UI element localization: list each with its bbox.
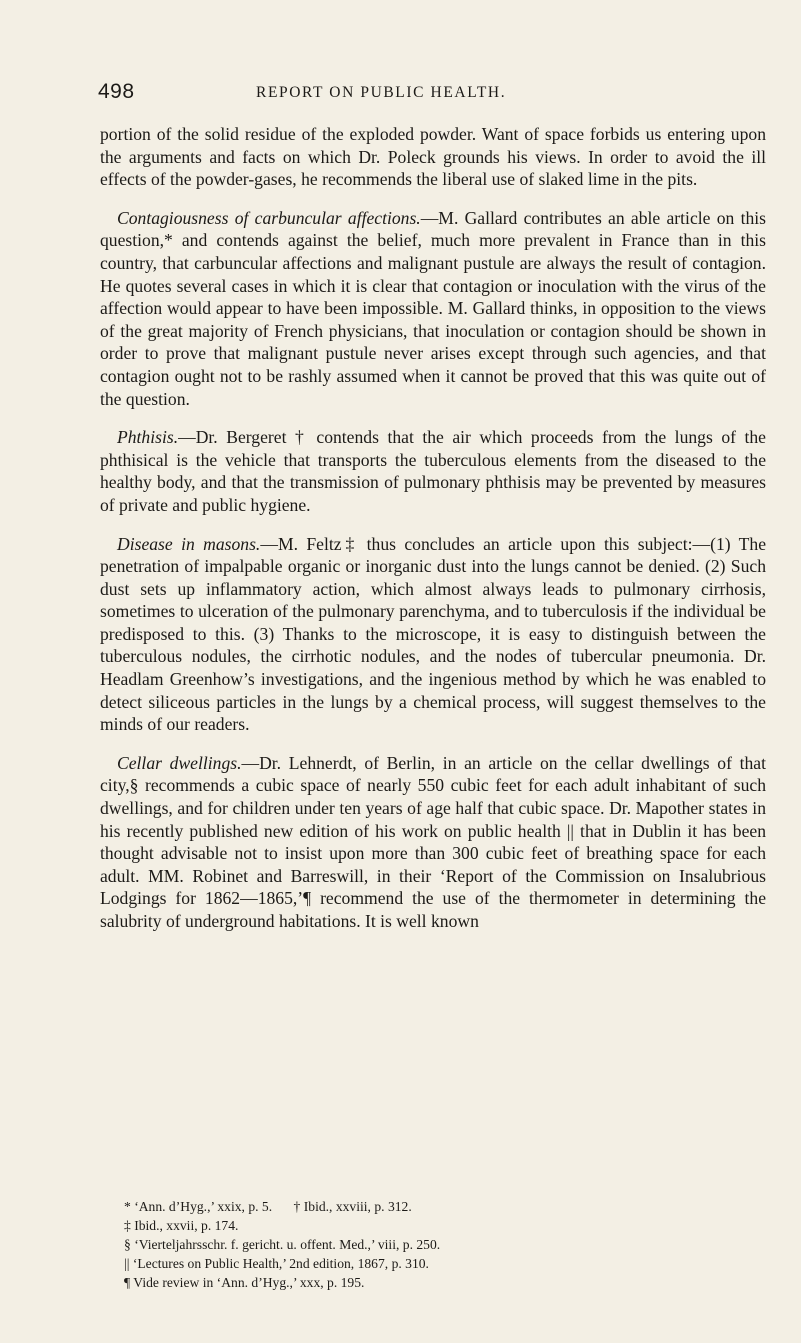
footnote: ¶ Vide review in ‘Ann. d’Hyg.,’ xxx, p. 195. <box>124 1275 365 1290</box>
footnote-row <box>124 1197 764 1216</box>
paragraph-text: —Dr. Lehnerdt, of Berlin, in an article on the cellar dwellings of that city,§ recommends a cubic space of nearly 550 cubic feet for each adult inhabitant of such dwellings, and for children under ten years of age half that cubic space. Dr. Mapother states in his recently published new edition of his work on public health || that in Dublin it has been thought advisable not to insist upon more than 300 cubic feet of breathing space for each adult. MM. Robinet and Barreswill, in their ‘Report of the Commission on Insalubrious Lodgings for 1862—1865,’¶ recommend the use of the thermometer in determining the salubrity of underground habitations. It is well known <box>100 752 766 931</box>
footnote: § ‘Vierteljahrsschr. f. gericht. u. offent. Med.,’ viii, p. 250. <box>124 1237 441 1252</box>
body-text <box>100 123 766 949</box>
paragraph-powder <box>100 123 766 191</box>
section-heading: Cellar dwellings. <box>117 752 242 773</box>
footnote: ‡ Ibid., xxvii, p. 174. <box>124 1218 239 1233</box>
section-heading: Contagiousness of carbuncular affections. <box>117 207 421 228</box>
paragraph-text: —M. Gallard contributes an able article on this question,* and contends against the belief, much more prevalent in France than in this country, that carbuncular affections and malignant pustule are always the result of contagion. He quotes several cases in which it is clear that contagion or inoculation with the virus of the affection would appear to have been impossible. M. Gallard thinks, in opposition to the views of the great majority of French physicians, that inoculation or contagion should be shown in order to prove that malignant pustule never arises except through such agencies, and that contagion ought not to be rashly assumed when it cannot be proved that this was quite out of the question. <box>100 207 766 409</box>
paragraph-masons <box>100 533 766 736</box>
paragraph-text: —Dr. Bergeret † contends that the air which proceeds from the lungs of the phthisical is the vehicle that transports the tuberculous elements from the diseased to the healthy body, and that the transmission of pulmonary phthisis may be prevented by measures of private and public hygiene. <box>100 427 766 515</box>
section-heading: Disease in masons. <box>117 533 261 554</box>
paragraph-contagiousness <box>100 207 766 410</box>
page-number: 498 <box>98 80 135 103</box>
footnotes <box>124 1197 764 1292</box>
footnote: || ‘Lectures on Public Health,’ 2nd edition, 1867, p. 310. <box>124 1256 429 1271</box>
paragraph-text: —M. Feltz‡ thus concludes an article upon this subject:—(1) The penetration of impalpable organic or inorganic dust into the lungs cannot be denied. (2) Such dust sets up inflammatory action, which almost always leads to pulmonary cirrhosis, sometimes to ulceration of the pulmonary parenchyma, and to tuberculosis if the individual be predisposed to this. (3) Thanks to the microscope, it is easy to distinguish between the tuberculous nodules, the cirrhotic nodules, and the nodes of tubercular pneumonia. Dr. Headlam Greenhow’s investigations, and the ingenious method by which he was enabled to detect siliceous particles in the lungs by a chemical process, will suggest themselves to the minds of our readers. <box>100 533 767 735</box>
paragraph-cellar <box>100 752 766 933</box>
paragraph-phthisis <box>100 426 766 516</box>
footnote: * ‘Ann. d’Hyg.,’ xxix, p. 5. <box>124 1199 273 1214</box>
running-head: REPORT ON PUBLIC HEALTH. <box>256 84 507 101</box>
paragraph-text: portion of the solid residue of the exploded powder. Want of space forbids us entering upon the arguments and facts on which Dr. Poleck grounds his views. In order to avoid the ill effects of the powder-gases, he recommends the liberal use of slaked lime in the pits. <box>100 124 766 190</box>
page-header <box>98 80 766 112</box>
footnote: † Ibid., xxviii, p. 312. <box>293 1199 412 1214</box>
section-heading: Phthisis. <box>117 427 179 448</box>
